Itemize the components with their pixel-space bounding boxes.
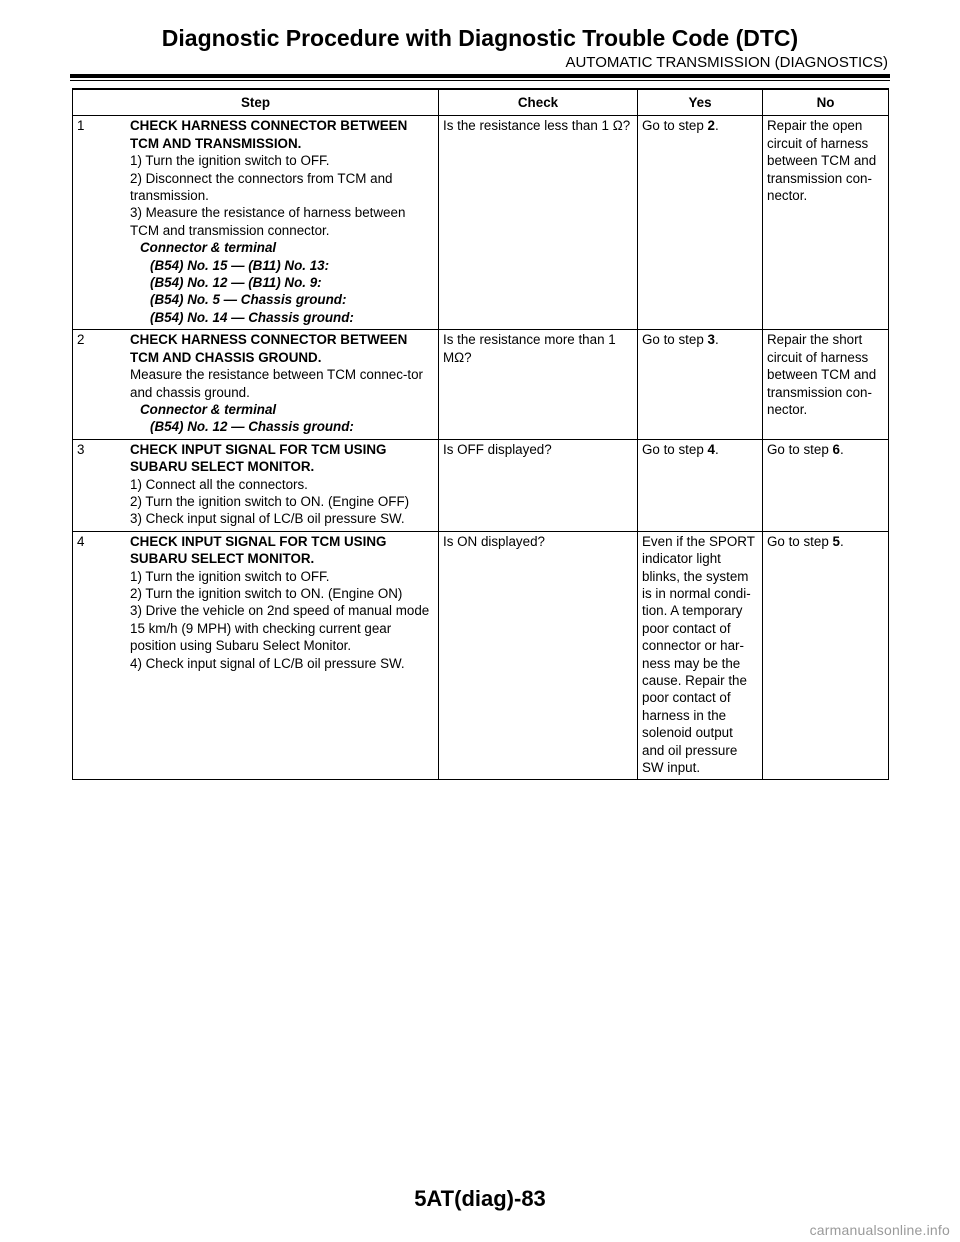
table-row — [73, 531, 889, 780]
column-header-check: Check — [439, 89, 638, 116]
connector-terminal-item: (B54) No. 12 — (B11) No. 9: — [150, 275, 322, 291]
step-heading: CHECK INPUT SIGNAL FOR TCM USING SUBARU SELECT MONITOR. — [130, 533, 387, 567]
step-instruction: 1) Turn the ignition switch to OFF. — [130, 153, 330, 169]
no-cell — [763, 439, 889, 531]
page-title: Diagnostic Procedure with Diagnostic Trouble Code (DTC) — [161, 25, 799, 51]
no-cell — [763, 531, 889, 780]
no-goto-step: 6 — [832, 441, 840, 457]
check-cell: Is OFF displayed? — [439, 439, 638, 531]
connector-terminal-item: (B54) No. 15 — (B11) No. 13: — [150, 257, 330, 273]
connector-terminal-item: (B54) No. 5 — Chassis ground: — [150, 292, 347, 308]
step-number: 2 — [77, 332, 85, 348]
step-heading: CHECK HARNESS CONNECTOR BETWEEN TCM AND CHASSIS GROUND. — [130, 332, 408, 365]
step-instruction: 3) Check input signal of LC/B oil pressure SW. — [130, 511, 405, 527]
step-heading: CHECK INPUT SIGNAL FOR TCM USING SUBARU SELECT MONITOR. — [130, 441, 387, 475]
yes-goto-step: 3 — [707, 332, 715, 348]
no-action-text: Repair the open circuit of harness between TCM and transmission con-nector. — [767, 118, 877, 204]
header-rule-thick — [70, 74, 890, 78]
no-action-suffix: . — [839, 533, 844, 549]
step-cell — [73, 330, 439, 439]
header-rule-thin — [70, 80, 890, 81]
table-row — [73, 330, 889, 439]
no-action-suffix: . — [839, 441, 844, 457]
no-action-text: Go to step — [767, 533, 833, 549]
diagnostic-table — [72, 88, 889, 780]
watermark: carmanualsonline.info — [809, 1222, 950, 1238]
yes-cell — [638, 330, 763, 439]
column-header-step: Step — [73, 89, 439, 116]
yes-action-text: Go to step — [642, 441, 708, 457]
step-cell — [73, 116, 439, 330]
check-cell: Is the resistance less than 1 Ω? — [439, 116, 638, 330]
step-cell — [73, 439, 439, 531]
step-instruction: 1) Turn the ignition switch to OFF. — [130, 568, 330, 584]
no-action-text: Repair the short circuit of harness between TCM and transmission con-nector. — [767, 332, 877, 417]
no-action-text: Go to step — [767, 441, 833, 457]
yes-action-text: Even if the SPORT indicator light blinks, the system is in normal condi-tion. A temporary poor contact of connector or har-ness may be the cause. Repair the poor contact of harness in the solenoid output and oil pressure SW input. — [642, 533, 755, 776]
connector-terminal-title: Connector & terminal — [140, 401, 277, 417]
yes-action-text: Go to step — [642, 332, 708, 348]
no-cell — [763, 116, 889, 330]
step-instruction: 3) Measure the resistance of harness between TCM and transmission connector. — [130, 205, 406, 238]
step-number: 3 — [77, 441, 85, 457]
yes-action-text: Go to step — [642, 118, 708, 134]
yes-action-suffix: . — [714, 332, 719, 348]
step-cell — [73, 531, 439, 780]
yes-cell — [638, 531, 763, 780]
check-cell: Is the resistance more than 1 MΩ? — [439, 330, 638, 439]
yes-cell — [638, 116, 763, 330]
connector-terminal-item: (B54) No. 14 — Chassis ground: — [150, 309, 354, 325]
column-header-yes: Yes — [638, 89, 763, 116]
check-cell: Is ON displayed? — [439, 531, 638, 780]
column-header-no: No — [763, 89, 889, 116]
page-number: 5AT(diag)-83 — [414, 1186, 546, 1211]
yes-goto-step: 2 — [707, 118, 715, 134]
connector-terminal-title: Connector & terminal — [140, 240, 277, 256]
yes-cell — [638, 439, 763, 531]
step-instruction: 2) Turn the ignition switch to ON. (Engine ON) — [130, 585, 403, 601]
step-instruction: 2) Turn the ignition switch to ON. (Engine OFF) — [130, 493, 410, 509]
yes-goto-step: 4 — [707, 441, 715, 457]
table-header-row — [73, 89, 889, 116]
no-cell — [763, 330, 889, 439]
step-number: 4 — [77, 533, 85, 549]
table-row — [73, 439, 889, 531]
section-subtitle: AUTOMATIC TRANSMISSION (DIAGNOSTICS) — [565, 54, 888, 71]
step-heading: CHECK HARNESS CONNECTOR BETWEEN TCM AND TRANSMISSION. — [130, 118, 408, 151]
step-instruction: 4) Check input signal of LC/B oil pressure SW. — [130, 655, 405, 671]
step-instruction: 1) Connect all the connectors. — [130, 476, 308, 492]
table-body — [73, 116, 889, 780]
no-goto-step: 5 — [832, 533, 840, 549]
table-row — [73, 116, 889, 330]
yes-action-suffix: . — [714, 441, 719, 457]
step-instruction: Measure the resistance between TCM connec-tor and chassis ground. — [130, 367, 423, 400]
step-instruction: 2) Disconnect the connectors from TCM and transmission. — [130, 170, 393, 204]
step-instruction: 3) Drive the vehicle on 2nd speed of manual mode 15 km/h (9 MPH) with checking current gear position using Subaru Select Monitor. — [130, 603, 430, 654]
connector-terminal-item: (B54) No. 12 — Chassis ground: — [150, 419, 354, 435]
yes-action-suffix: . — [714, 118, 719, 134]
step-number: 1 — [77, 118, 85, 134]
